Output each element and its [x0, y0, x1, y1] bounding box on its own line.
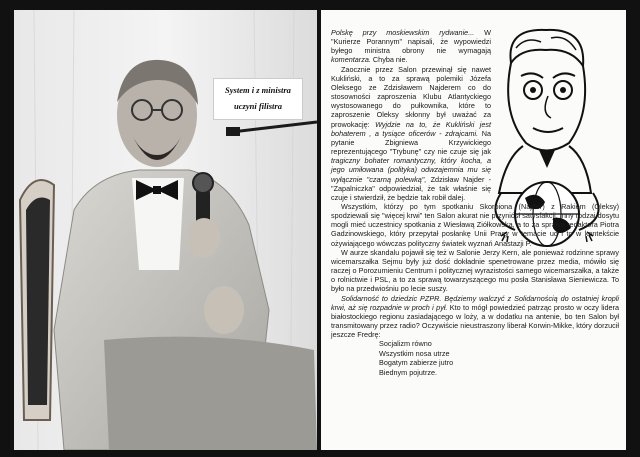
speaker-photo: [14, 10, 317, 450]
caption-line-1: System i z ministra: [225, 85, 291, 95]
paragraph-4: W aurze skandalu pojawił się też w Salonie Jerzy Kern, ale ponieważ rodzinne sprawy wicemarszałka Sejmu były już dość dokładnie spenetrowane przez media, mówiło się raczej o Porozumieniu Centrum i politycznej wyrazistości samego wicemarszałka, a także o rolnictwie i PSL, a to za sprawą towarzyszącego mu posła Stanisława Sieniewicza. To było na przedwiośniu po lecie suszy.: [331, 247, 619, 294]
p2-end: Zdzisław Najder - "Zapalniczka" odpowiedział, że tak właśnie się czuje i stwierdził, że będzie tak robił dalej.: [331, 174, 492, 202]
p1-end: Chyba nie.: [370, 55, 408, 65]
poem-line: Wszystkim nosa utrze: [379, 348, 450, 358]
p1-italic-2: komentarza.: [331, 55, 371, 65]
article-narrow-column: [331, 28, 491, 202]
p5-italic: Solidarność to dziedzic PZPR. Będziemy walczyć z Solidarnością do ostatniej kropli krwi, aż się rozpadnie w proch i pył.: [331, 293, 619, 312]
right-page: [321, 10, 626, 450]
p5-text: Kto to mógł powiedzieć patrząc prosto w oczy lidera białostockiego regionu zasiadającego w loży, a w dodatku na antenie, bo ten Salon był transmitowany przez radio? Oczywiście nieustraszony liberał Korwin-Mikke, który dorzucił jeszcze Fredrę:: [331, 302, 619, 340]
article-body: [331, 28, 621, 377]
paragraph-1: [331, 28, 491, 65]
article-wide-column: [331, 202, 619, 377]
p2-rest: Na pytanie Zbigniewa Krzywickiego reprezentującego "Trybunę" czy nie czuje się jak: [331, 128, 491, 157]
paragraph-5: [331, 294, 619, 340]
p2-italic: Wyjdzie na to, że Kukliński jest bohaterem , a tysiące oficerów - zdrajcami.: [331, 119, 491, 138]
p1-italic: Polskę przy moskiewskim rydwanie...: [331, 28, 475, 37]
left-page: [14, 10, 317, 450]
caption-line-2: uczyni filistra: [234, 101, 282, 111]
paragraph-3: Wszystkim, którzy po tym spotkaniu Skorpiona (Najder) z Rakiem (Oleksy) spodziewali się "więcej krwi" ten Salon akurat nie przyniósł satysfakcji. Inny rodzaj dosytu mogli mieć uczestnicy spotkania z Wiesławą Ziółkowską, a to za sprawą redaktora Piotra Gadzinowskiego, który przepytał posłankę Unii Pracy w temacie ud i to w kontekście ożywiającego wówczas polityczny światek wyznań Anastazji P.: [331, 201, 619, 248]
poem-line: Biednym pojutrze.: [379, 367, 438, 377]
poem-line: Bogatym zabierze jutro: [379, 358, 454, 368]
p2-text: Zaocznie przez Salon przewinął się nawet Kukliński, a to za sprawą polemiki Józefa Oleksego ze Zdzisławem Najderem co do stosowności zaproszenia Klubu Atlantyckiego wystosowanego do pułkownika, które to zaproszenie Oleksy skłonny był uważać za prowokację:: [331, 64, 491, 129]
p2-italic-2: tragiczny bohater romantyczny, który kocha, a jego umiłowana (polityka) odwzajemnia mu się wyłącznie "czarną polewką",: [331, 156, 491, 184]
photo-caption: [213, 78, 303, 120]
p1-text: W "Kurierze Porannym" napisali, że wypowiedzi byłego ministra obrony nie wymagają: [331, 28, 491, 56]
poem-line: Socjalizm równo: [379, 339, 432, 349]
paragraph-2: [331, 65, 491, 202]
